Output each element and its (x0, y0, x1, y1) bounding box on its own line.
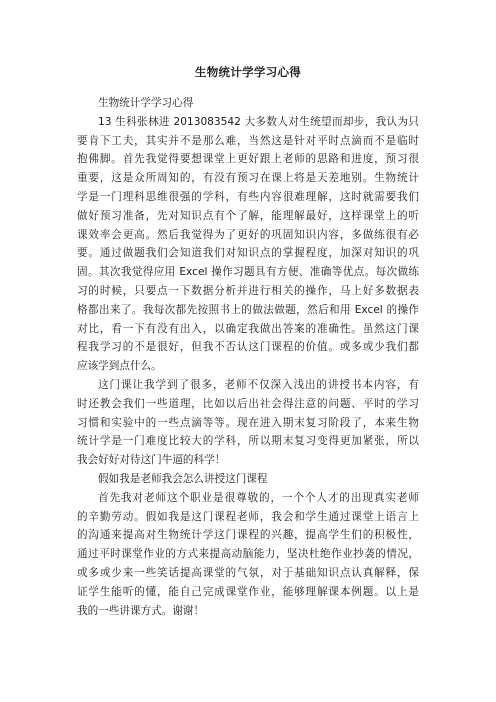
text-line: 首先我对老师这个职业是很尊敬的，一个个人才的出现真实老师 (98, 491, 419, 504)
text-line: 通过平时课堂作业的方式来提高动脑能力，坚决杜绝作业抄袭的情况， (77, 548, 419, 561)
text-line: 习惯和实验中的一些点滴等等。现在进入期末复习阶段了，本来生物 (77, 416, 419, 429)
paragraph (77, 94, 419, 113)
text-line: 的沟通来提高对生物统计学这门课程的兴趣，提高学生们的积极性， (77, 529, 419, 542)
paragraph (77, 470, 419, 489)
text-line: 程我学习的不是很好，但我不否认这门课程的价值。或多或少我们都 (77, 341, 419, 354)
text-line: 学是一门理科思维很强的学科，有些内容很难理解，这时就需要我们 (77, 190, 419, 203)
document-title: 生物统计学学习心得 (194, 65, 302, 79)
document-body (77, 94, 419, 620)
text-line: 习的时候，只要点一下数据分析并进行相关的操作，马上好多数据表 (77, 284, 419, 297)
paragraph (77, 113, 419, 376)
text-line: 我会好好对待这门牛逼的科学！ (77, 454, 226, 467)
text-line: 假如我是老师我会怎么讲授这门课程 (98, 472, 268, 485)
text-line: 做好预习准备，先对知识点有个了解，能理解最好，这样课堂上的听 (77, 209, 419, 222)
text-line: 格都出来了。我每次都先按照书上的做法做题，然后和用 Excel 的操作 (77, 303, 419, 316)
text-line: 抱佛脚。首先我觉得要想课堂上更好跟上老师的思路和进度，预习很 (77, 153, 419, 166)
text-line: 证学生能听的懂，能自己完成课堂作业，能够理解课本例题。以上是 (77, 585, 419, 598)
text-line: 课效率会更高。然后我觉得为了更好的巩固知识内容，多做练很有必 (77, 228, 419, 241)
text-line: 应该学到点什么。 (77, 360, 162, 373)
text-line: 重要，这是众所周知的，有没有预习在课上将是天差地别。生物统计 (77, 172, 419, 185)
paragraph (77, 489, 419, 621)
text-line: 时还教会我们一些道理，比如以后出社会得注意的问题、平时的学习 (77, 397, 419, 410)
text-line: 统计学是一门难度比较大的学科，所以期末复习变得更加紧张，所以 (77, 435, 419, 448)
text-line: 要肯下工夫，其实并不是那么难，当然这是针对平时点滴而不是临时 (77, 134, 419, 147)
text-line: 生物统计学学习心得 (98, 97, 194, 109)
text-line: 要。通过做题我们会知道我们对知识点的掌握程度，加深对知识的巩 (77, 247, 419, 260)
text-line: 对比，看一下有没有出入，以确定我做出答案的准确性。虽然这门课 (77, 322, 419, 335)
text-line: 或多或少来一些笑话提高课堂的气氛，对于基础知识点认真解释，保 (77, 566, 419, 579)
text-line: 我的一些讲课方式。谢谢！ (77, 604, 205, 617)
text-line: 的辛勤劳动。假如我是这门课程老师，我会和学生通过课堂上语言上 (77, 510, 419, 523)
text-line: 这门课让我学到了很多，老师不仅深入浅出的讲授书本内容，有 (98, 378, 419, 391)
text-line: 固。其次我觉得应用 Excel 操作习题具有方便、准确等优点。每次做练 (77, 266, 419, 279)
text-line: 13 生科张林进 2013083542 大多数人对生统望而却步，我认为只 (98, 115, 419, 128)
paragraph (77, 376, 419, 470)
